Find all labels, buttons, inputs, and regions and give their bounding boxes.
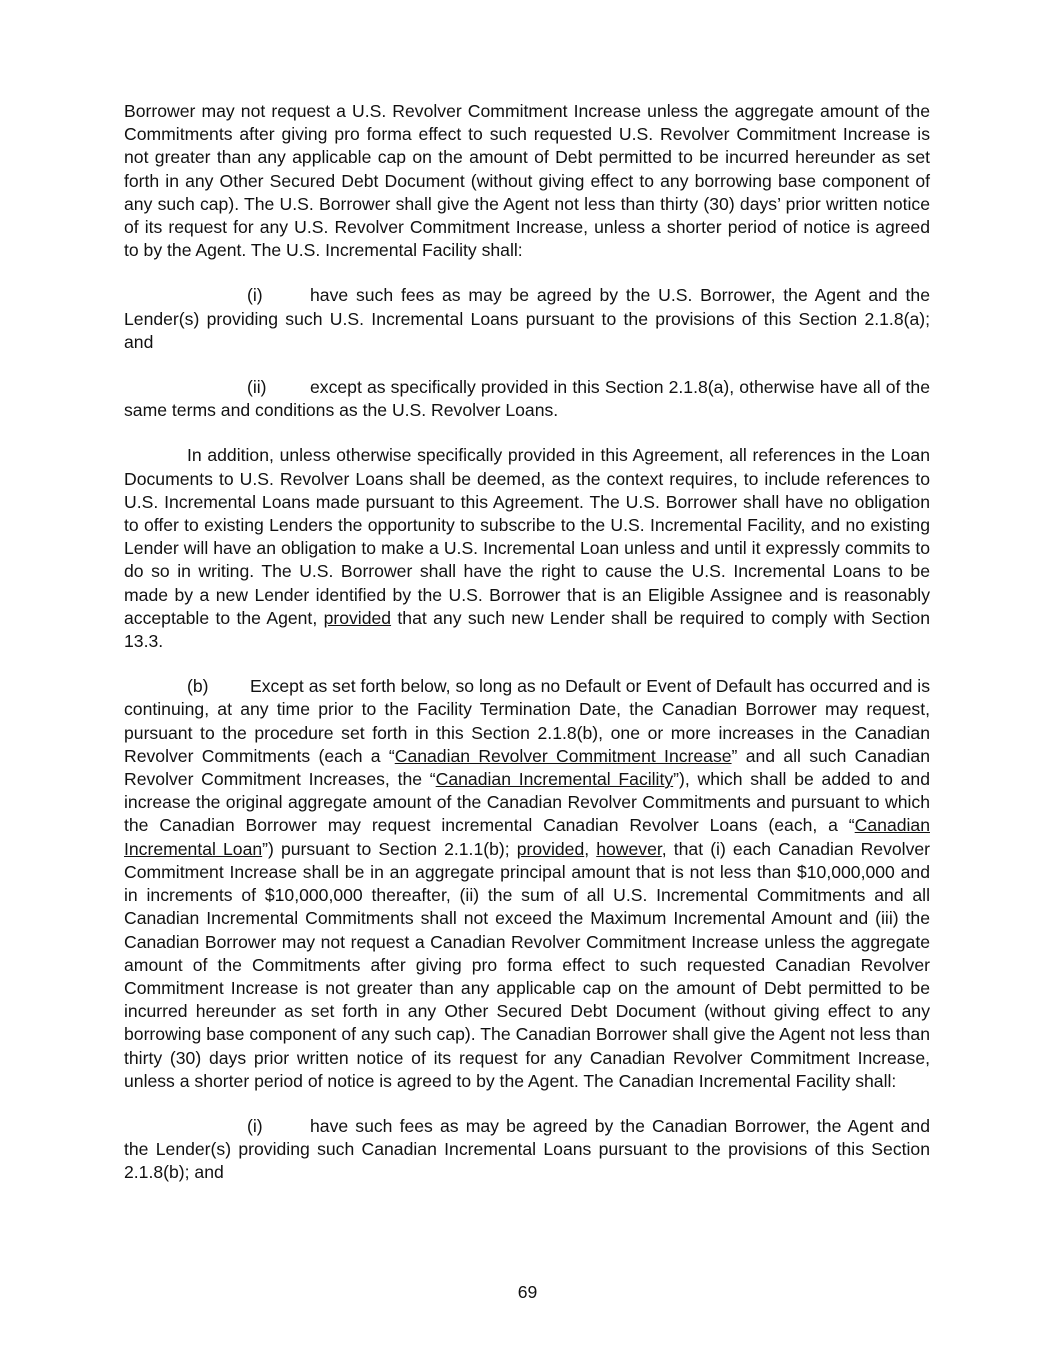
- paragraph-text: ”) pursuant to Section 2.1.1(b);: [262, 838, 517, 859]
- paragraph-text: ”), which shall be added to and increase the original aggregate amount of the Canadian Revolver Commitments and pursuant to which the Canadian Borrower may request incremental Canadian Revolver Loans (each, a “: [124, 769, 930, 836]
- paragraph-b-canadian: [124, 675, 930, 1093]
- defined-word-however: however: [596, 838, 662, 859]
- paragraph-text: , that (i) each Canadian Revolver Commitment Increase shall be in an aggregate principal amount that is not less than $10,000,000 and in increments of $10,000,000 thereafter, (ii) the sum of all U.S. Incremental Commitments and all Canadian Incremental Commitments shall not exceed the Maximum Incremental Amount and (iii) the Canadian Borrower may not request a Canadian Revolver Commitment Increase unless the aggregate amount of the Commitments after giving pro forma effect to such requested Canadian Revolver Commitment Increase is not greater than any applicable cap on the amount of Debt permitted to be incurred hereunder as set forth in any Other Secured Debt Document (without giving effect to any borrowing base component of any such cap). The Canadian Borrower shall give the Agent not less than thirty (30) days prior written notice of its request for any Canadian Revolver Commitment Increase, unless a shorter period of notice is agreed to by the Agent. The Canadian Incremental Facility shall:: [124, 838, 931, 1091]
- defined-term: Canadian Revolver Commitment Increase: [394, 745, 732, 766]
- clause-number: (ii): [247, 377, 267, 398]
- defined-term: Canadian Incremental Facility: [435, 769, 674, 790]
- section-label: (b): [187, 676, 209, 697]
- paragraph-us-commitment-continuation: Borrower may not request a U.S. Revolver Commitment Increase unless the aggregate amount of the Commitments after giving pro forma effect to such requested U.S. Revolver Commitment Increase is not greater than any applicable cap on the amount of Debt permitted to be incurred hereunder as set forth in any Other Secured Debt Document (without giving effect to any borrowing base component of any such cap). The U.S. Borrower shall give the Agent not less than thirty (30) days’ prior written notice of its request for any U.S. Revolver Commitment Increase, unless a shorter period of notice is agreed to by the Agent. The U.S. Incremental Facility shall:: [124, 101, 930, 261]
- clause-us-ii: [124, 376, 930, 422]
- paragraph-in-addition: [124, 444, 930, 653]
- clause-number: (i): [247, 1115, 263, 1136]
- paragraph-text: ” and all such Canadian Revolver Commitment Increases, the “: [124, 745, 930, 790]
- clause-text: have such fees as may be agreed by the U.S. Borrower, the Agent and the Lender(s) providing such U.S. Incremental Loans pursuant to the provisions of this Section 2.1.8(a); and: [124, 285, 930, 352]
- paragraph-text: ,: [584, 838, 597, 859]
- clause-us-i: [124, 284, 930, 354]
- document-body: [124, 100, 930, 1185]
- page-number: 69: [517, 1282, 538, 1302]
- paragraph-text: that any such new Lender shall be required to comply with Section 13.3.: [124, 607, 930, 652]
- paragraph-text: In addition, unless otherwise specifically provided in this Agreement, all references in the Loan Documents to U.S. Revolver Loans shall be deemed, as the context requires, to include references to U.S. Incremental Loans made pursuant to this Agreement. The U.S. Borrower shall have no obligation to offer to existing Lenders the opportunity to subscribe to the U.S. Incremental Facility, and no existing Lender will have an obligation to make a U.S. Incremental Loan unless and until it expressly commits to do so in writing. The U.S. Borrower shall have the right to cause the U.S. Incremental Loans to be made by a new Lender identified by the U.S. Borrower that is an Eligible Assignee and is reasonably acceptable to the Agent,: [124, 445, 930, 628]
- clause-number: (i): [247, 285, 263, 306]
- defined-word-provided: provided: [516, 838, 585, 859]
- clause-text: have such fees as may be agreed by the Canadian Borrower, the Agent and the Lender(s) providing such Canadian Incremental Loans pursuant to the provisions of this Section 2.1.8(b); and: [124, 1115, 930, 1183]
- clause-text: except as specifically provided in this Section 2.1.8(a), otherwise have all of the same terms and conditions as the U.S. Revolver Loans.: [124, 377, 930, 421]
- defined-word-provided: provided: [323, 607, 392, 628]
- paragraph-text: Except as set forth below, so long as no Default or Event of Default has occurred and is continuing, at any time prior to the Facility Termination Date, the Canadian Borrower may request, pursuant to the procedure set forth in this Section 2.1.8(b), one or more increases in the Canadian Revolver Commitments (each a “: [124, 676, 930, 766]
- defined-term: Canadian Incremental Loan: [124, 815, 930, 859]
- clause-canadian-i: [124, 1115, 930, 1185]
